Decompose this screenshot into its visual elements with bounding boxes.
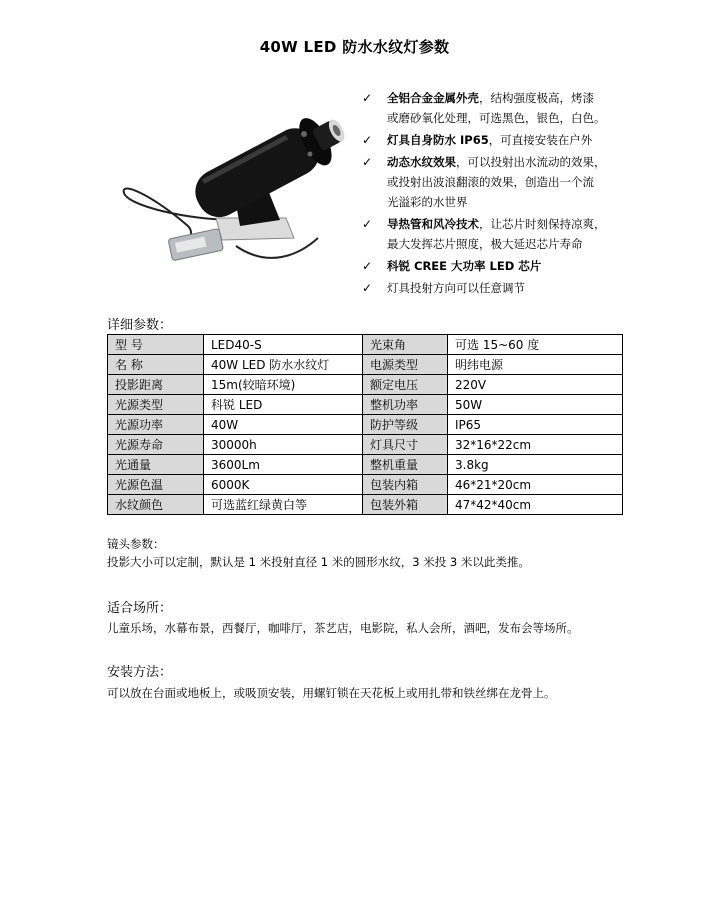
spec-value: 3.8kg — [448, 455, 623, 475]
feature-text: ，结构强度极高，烤漆 — [479, 91, 594, 105]
feature-text: ，让芯片时刻保持凉爽， — [479, 217, 606, 231]
check-icon: ✓ — [362, 133, 373, 147]
spec-value: 30000h — [204, 435, 363, 455]
check-icon: ✓ — [362, 155, 373, 169]
spec-value: 40W — [204, 415, 363, 435]
spec-key: 灯具尺寸 — [363, 435, 448, 455]
table-row — [108, 495, 623, 515]
page-title: 40W LED 防水水纹灯参数 — [259, 38, 450, 56]
spec-key: 名 称 — [108, 355, 204, 375]
specs-label: 详细参数： — [107, 318, 173, 333]
feature-text: ，可直接安装在户外 — [488, 133, 593, 147]
feature-item — [360, 88, 615, 128]
feature-bold: 动态水纹效果 — [387, 155, 456, 169]
table-row — [108, 355, 623, 375]
spec-value: IP65 — [448, 415, 623, 435]
spec-key: 光束角 — [363, 335, 448, 355]
spec-table — [107, 334, 623, 515]
spec-key: 型 号 — [108, 335, 204, 355]
table-row — [108, 335, 623, 355]
table-row — [108, 455, 623, 475]
spec-key: 整机重量 — [363, 455, 448, 475]
feature-text-cont: 光溢彩的水世界 — [387, 195, 468, 209]
lens-text: 投影大小可以定制，默认是 1 米投射直径 1 米的圆形水纹，3 米投 3 米以此类推。 — [107, 555, 530, 569]
venues-text: 儿童乐场，水幕布景，西餐厅，咖啡厅，茶艺店，电影院，私人会所，酒吧，发布会等场所。 — [107, 621, 579, 635]
spec-value: 3600Lm — [204, 455, 363, 475]
spec-value: 220V — [448, 375, 623, 395]
feature-item — [360, 214, 615, 254]
spec-value: 40W LED 防水水纹灯 — [204, 355, 363, 375]
spec-key: 整机功率 — [363, 395, 448, 415]
feature-item — [360, 130, 615, 150]
spec-key: 光源类型 — [108, 395, 204, 415]
spec-value: 32*16*22cm — [448, 435, 623, 455]
feature-text-cont: 或磨砂氧化处理，可选黑色，银色，白色。 — [387, 111, 606, 125]
spec-key: 包装内箱 — [363, 475, 448, 495]
feature-bold: 灯具自身防水 IP65 — [387, 133, 489, 147]
install-text: 可以放在台面或地板上，或吸顶安装，用螺钉锁在天花板上或用扎带和铁丝绑在龙骨上。 — [107, 686, 556, 700]
check-icon: ✓ — [362, 91, 373, 105]
feature-item — [360, 256, 615, 276]
spec-value: LED40-S — [204, 335, 363, 355]
install-label: 安装方法： — [107, 665, 173, 680]
lens-label: 镜头参数： — [107, 537, 165, 551]
spec-key: 水纹颜色 — [108, 495, 204, 515]
check-icon: ✓ — [362, 281, 373, 295]
table-row — [108, 375, 623, 395]
feature-bold: 全铝合金金属外壳 — [387, 91, 479, 105]
table-row — [108, 435, 623, 455]
spec-value: 明纬电源 — [448, 355, 623, 375]
spec-value: 50W — [448, 395, 623, 415]
spec-key: 额定电压 — [363, 375, 448, 395]
spec-value: 46*21*20cm — [448, 475, 623, 495]
feature-text-cont: 最大发挥芯片照度，极大延迟芯片寿命 — [387, 237, 583, 251]
spec-value: 科锐 LED — [204, 395, 363, 415]
spec-key: 包装外箱 — [363, 495, 448, 515]
feature-list — [360, 88, 615, 300]
spec-value: 15m(较暗环境) — [204, 375, 363, 395]
feature-bold: 导热管和风冷技术 — [387, 217, 479, 231]
product-photo — [118, 78, 350, 278]
feature-text: 灯具投射方向可以任意调节 — [387, 281, 525, 295]
spec-key: 防护等级 — [363, 415, 448, 435]
feature-bold: 科锐 CREE 大功率 LED 芯片 — [387, 259, 542, 273]
feature-text-cont: 或投射出波浪翻滚的效果，创造出一个流 — [387, 175, 594, 189]
feature-text: ，可以投射出水流动的效果， — [456, 155, 606, 169]
spec-value: 可选蓝红绿黄白等 — [204, 495, 363, 515]
spec-value: 6000K — [204, 475, 363, 495]
table-row — [108, 395, 623, 415]
spec-key: 光源寿命 — [108, 435, 204, 455]
table-row — [108, 475, 623, 495]
venues-label: 适合场所： — [107, 601, 173, 616]
spec-value: 47*42*40cm — [448, 495, 623, 515]
spec-key: 投影距离 — [108, 375, 204, 395]
feature-item — [360, 278, 615, 298]
check-icon: ✓ — [362, 259, 373, 273]
feature-item — [360, 152, 615, 212]
table-row — [108, 415, 623, 435]
spec-key: 光通量 — [108, 455, 204, 475]
spec-key: 电源类型 — [363, 355, 448, 375]
spec-key: 光源色温 — [108, 475, 204, 495]
spec-value: 可选 15~60 度 — [448, 335, 623, 355]
spec-key: 光源功率 — [108, 415, 204, 435]
check-icon: ✓ — [362, 217, 373, 231]
